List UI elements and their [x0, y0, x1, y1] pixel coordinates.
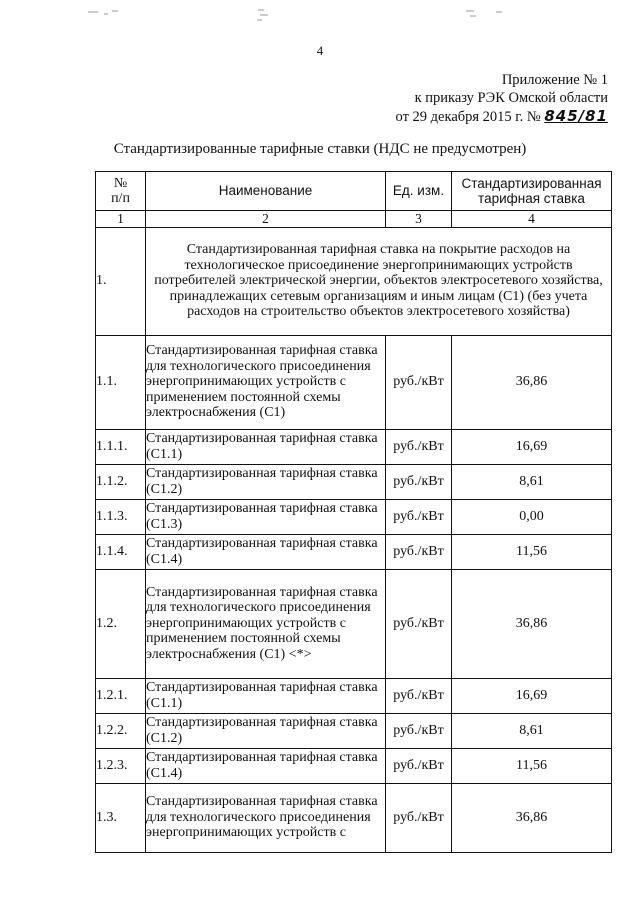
row-rate: 16,69: [452, 678, 612, 713]
table-row: [96, 335, 612, 429]
appendix-header: [396, 71, 608, 126]
row-number: 1.2.: [96, 569, 146, 678]
row-unit: руб./кВт: [386, 429, 452, 464]
row-unit: руб./кВт: [386, 569, 452, 678]
scan-artifact-marks: [0, 6, 640, 26]
header-rate: Стандартизированная тарифная ставка: [452, 172, 612, 211]
row-number: 1.2.3.: [96, 748, 146, 783]
row-number: 1.1.1.: [96, 429, 146, 464]
row-unit: руб./кВт: [386, 748, 452, 783]
row-name: Стандартизированная тарифная ставка (С1.4): [146, 748, 386, 783]
row-number: 1.2.1.: [96, 678, 146, 713]
row-rate: 8,61: [452, 464, 612, 499]
column-index: 3: [386, 211, 452, 228]
table-row: [96, 783, 612, 852]
row-name: Стандартизированная тарифная ставка для технологического присоединения энергопринимающих устройств с применением постоянной схемы электроснабжения (С1): [146, 335, 386, 429]
table-header-row: [96, 172, 612, 211]
row-name: Стандартизированная тарифная ставка (С1.3): [146, 499, 386, 534]
row-unit: руб./кВт: [386, 534, 452, 569]
row-rate: 11,56: [452, 534, 612, 569]
handwritten-order-number: 845/81: [544, 107, 608, 125]
header-unit: Ед. изм.: [386, 172, 452, 211]
table-row: [96, 569, 612, 678]
row-unit: руб./кВт: [386, 499, 452, 534]
row-number: 1.1.3.: [96, 499, 146, 534]
row-number: 1.1.: [96, 335, 146, 429]
row-number: 1.3.: [96, 783, 146, 852]
row-unit: руб./кВт: [386, 783, 452, 852]
row-name: Стандартизированная тарифная ставка (С1.2): [146, 464, 386, 499]
row-name: Стандартизированная тарифная ставка для технологического присоединения энергопринимающих устройств с применением постоянной схемы электроснабжения (С1) <*>: [146, 569, 386, 678]
row-rate: 0,00: [452, 499, 612, 534]
row-name: Стандартизированная тарифная ставка (С1.1): [146, 429, 386, 464]
row-rate: 36,86: [452, 335, 612, 429]
document-title: Стандартизированные тарифные ставки (НДС не предусмотрен): [113, 141, 527, 157]
table-row: [96, 464, 612, 499]
table-row: [96, 713, 612, 748]
row-rate: 36,86: [452, 569, 612, 678]
row-unit: руб./кВт: [386, 464, 452, 499]
table-row: [96, 429, 612, 464]
column-index-row: [96, 211, 612, 228]
tariff-table: [95, 171, 612, 853]
row-rate: 16,69: [452, 429, 612, 464]
order-date: от 29 декабря 2015 г. №: [395, 109, 541, 125]
row-unit: руб./кВт: [386, 713, 452, 748]
row-rate: 8,61: [452, 713, 612, 748]
appendix-line-2: к приказу РЭК Омской области: [414, 90, 608, 106]
row-name: Стандартизированная тарифная ставка (С1.1): [146, 678, 386, 713]
table-row: [96, 534, 612, 569]
table-row: [96, 499, 612, 534]
page-number: 4: [316, 43, 324, 58]
column-index: 2: [146, 211, 386, 228]
section-row: [96, 227, 612, 335]
table-row: [96, 678, 612, 713]
section-description: Стандартизированная тарифная ставка на покрытие расходов на технологическое присоединение энергопринимающих устройств потребителей электрической энергии, объектов электросетевого хозяйства, принадлежащих сетевым организациям и иным лицам (С1) (без учета расходов на строительство объектов электросетевого хозяйства): [146, 227, 612, 335]
row-name: Стандартизированная тарифная ставка (С1.4): [146, 534, 386, 569]
row-number: 1.1.2.: [96, 464, 146, 499]
row-unit: руб./кВт: [386, 678, 452, 713]
row-number: 1.2.2.: [96, 713, 146, 748]
header-name: Наименование: [146, 172, 386, 211]
row-name: Стандартизированная тарифная ставка (С1.2): [146, 713, 386, 748]
section-number: 1.: [96, 227, 146, 335]
header-num: № п/п: [96, 172, 146, 211]
row-rate: 36,86: [452, 783, 612, 852]
table-row: [96, 748, 612, 783]
row-rate: 11,56: [452, 748, 612, 783]
column-index: 1: [96, 211, 146, 228]
appendix-line-3: [396, 107, 608, 126]
row-unit: руб./кВт: [386, 335, 452, 429]
row-number: 1.1.4.: [96, 534, 146, 569]
row-name: Стандартизированная тарифная ставка для технологического присоединения энергопринимающих устройств с: [146, 783, 386, 852]
appendix-line-1: Приложение № 1: [501, 72, 608, 88]
column-index: 4: [452, 211, 612, 228]
